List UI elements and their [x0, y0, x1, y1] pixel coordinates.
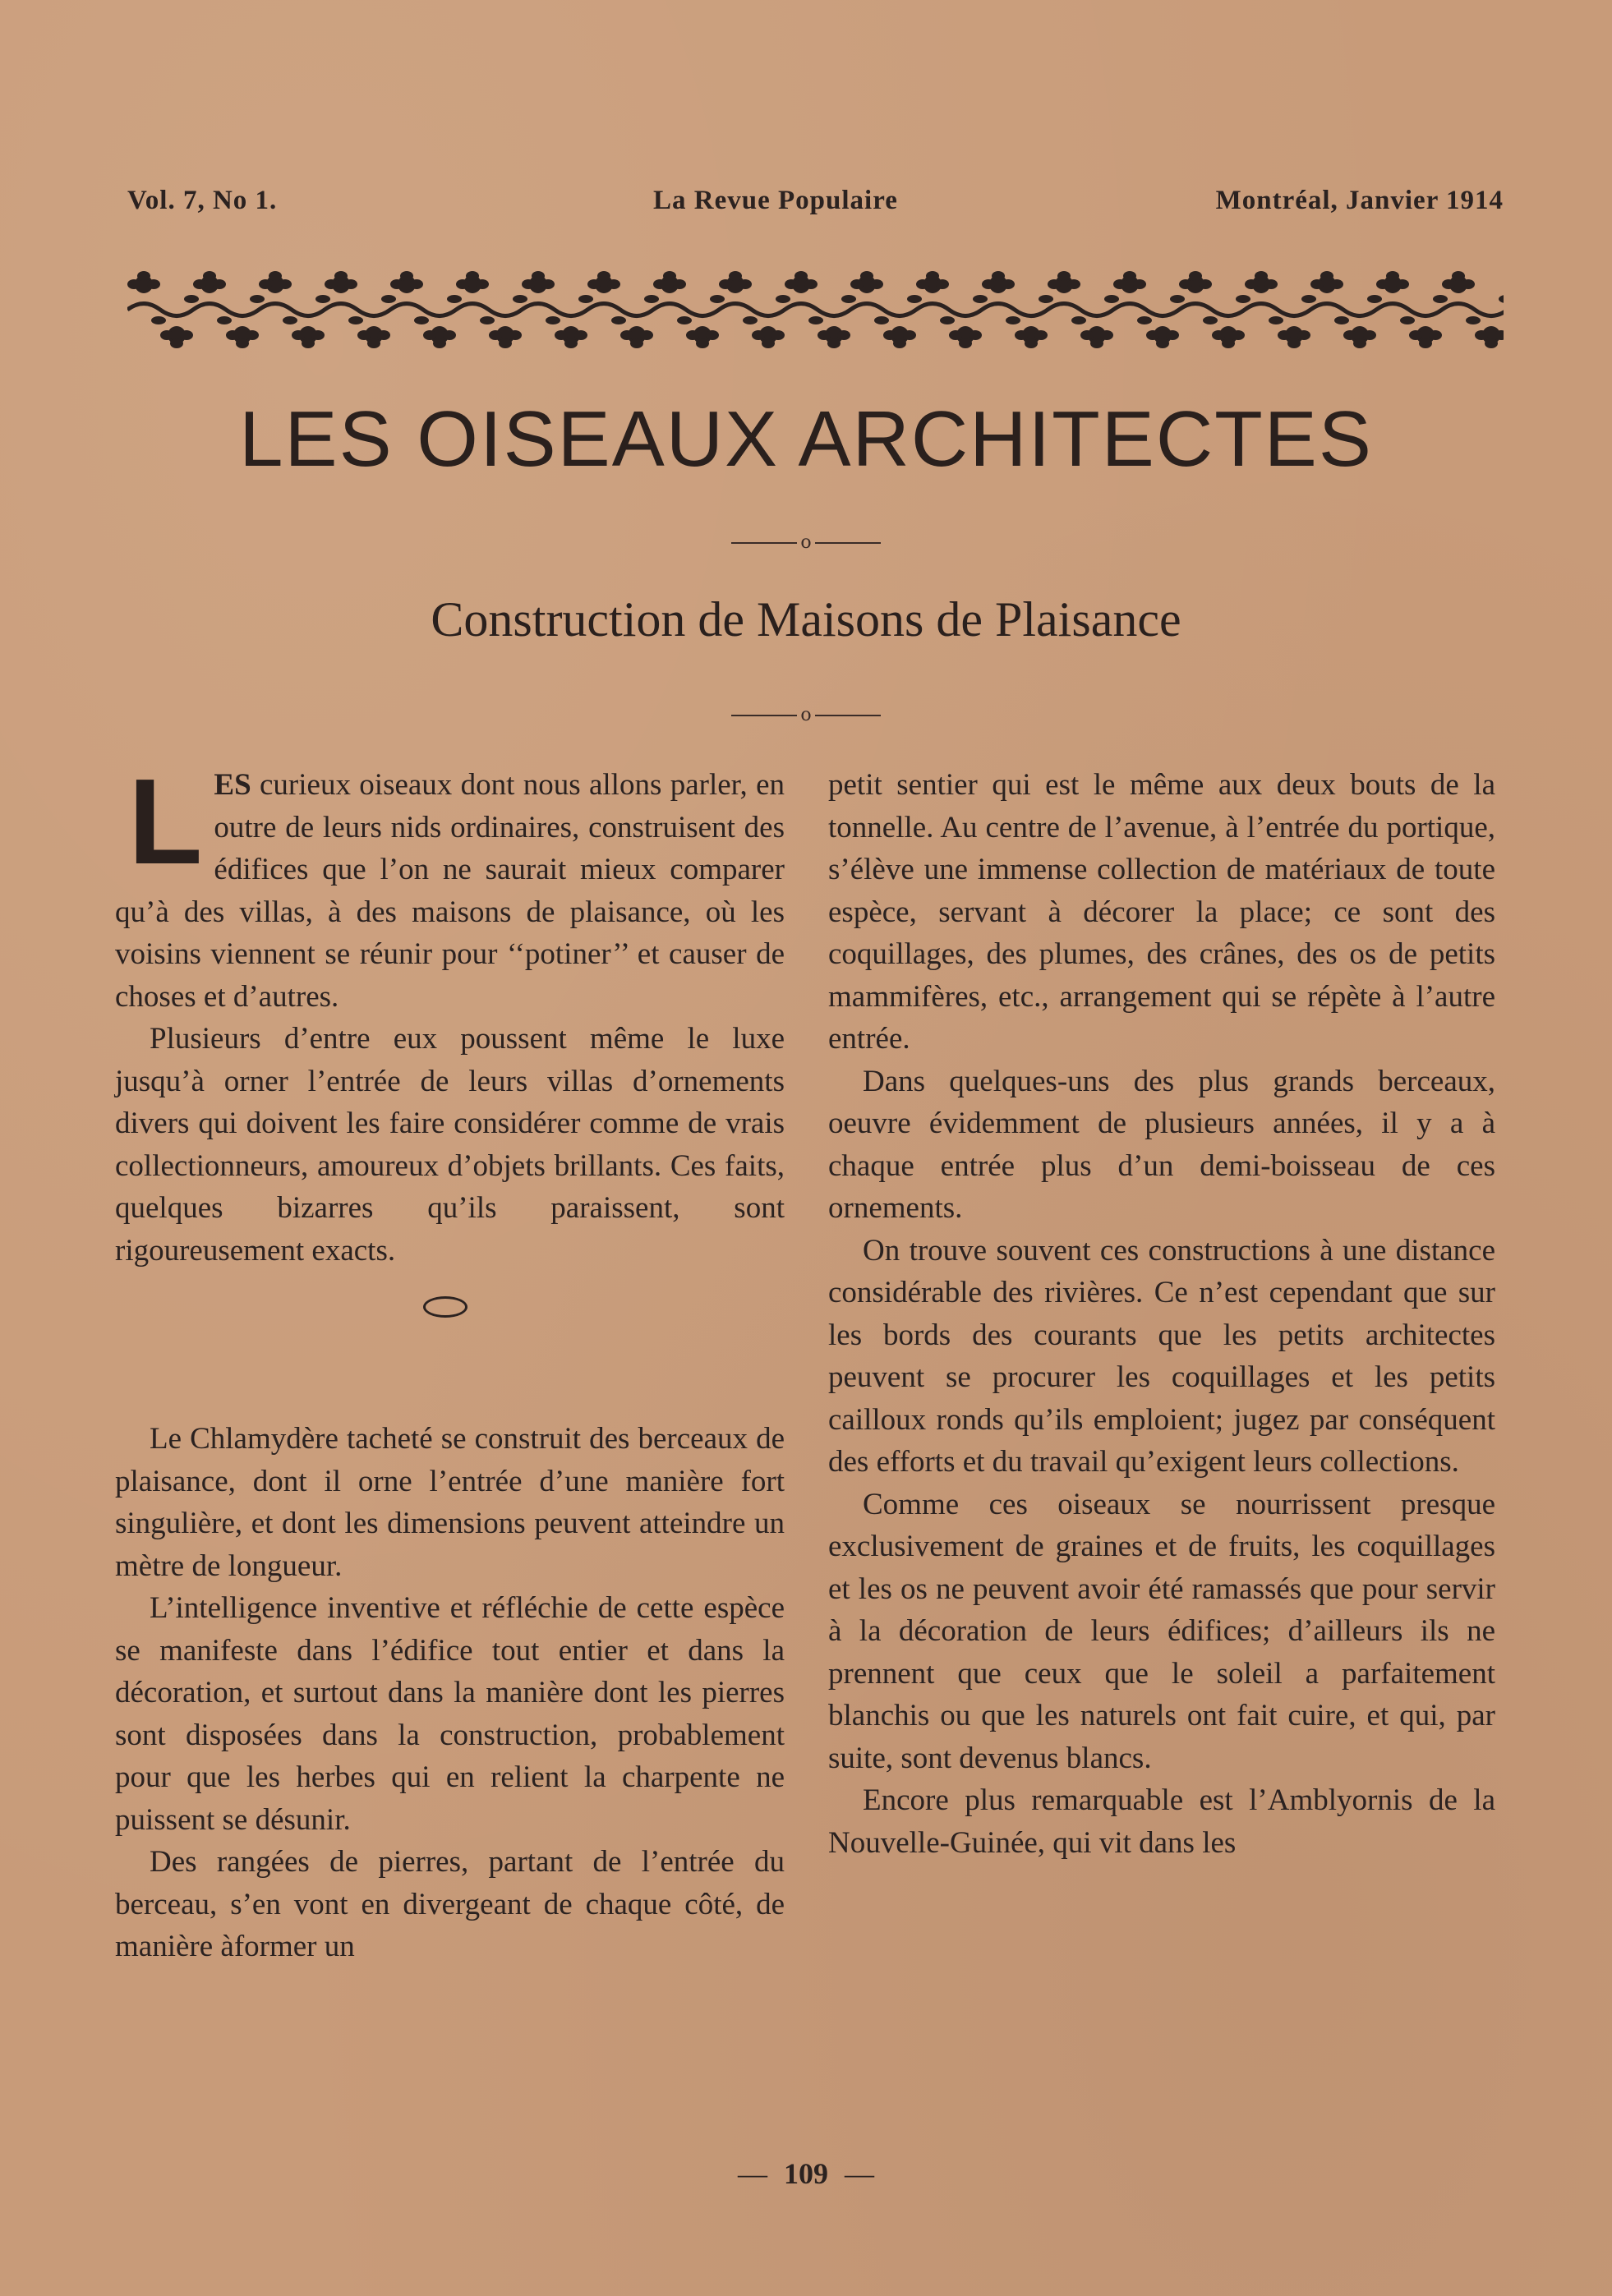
paragraph-intro	[115, 754, 785, 1018]
paragraph: Comme ces oiseaux se nourrissent presque exclusivement de graines et de fruits, les coquillages et les os ne peuvent avoir été ramassés que pour servir à la décoration de leurs édifices; d’ailleurs ils ne prennent que ceux que le soleil a parfaitement blanchis ou que les naturels ont fait cuire, et qui, par suite, sont devenus blancs.	[828, 1487, 1495, 1775]
paragraph: Encore plus remarquable est l’Amblyornis de la Nouvelle-Guinée, qui vit dans les	[828, 1783, 1495, 1860]
separator-bottom	[0, 702, 1612, 725]
running-header	[127, 186, 1504, 227]
oval-ornament-icon	[423, 1296, 467, 1318]
article-title: LES OISEAUX ARCHITECTES	[239, 395, 1373, 483]
paragraph: On trouve souvent ces constructions à une distance considérable des rivières. Ce n’est cependant que sur les bords des courants que les petits architectes peuvent se procurer les coquillages et les petits cailloux ronds qu’ils emploient; jugez par conséquent des efforts et du travail qu’exigent leurs collections.	[828, 1233, 1495, 1479]
footer-dash: —	[845, 2157, 874, 2190]
page-number: 109	[784, 2157, 828, 2190]
paragraph: petit sentier qui est le même aux deux bouts de la tonnelle. Au centre de l’avenue, à l’entrée du portique, s’élève une immense collection de matériaux de toute espèce, servant à décorer la place; ce sont des coquillages, des plumes, des crânes, des os de petits mammifères, etc., arrangement qui se répète à l’autre entrée.	[828, 768, 1495, 1056]
section-break	[115, 1272, 785, 1418]
paragraph: Le Chlamydère tacheté se construit des berceaux de plaisance, dont il orne l’entrée d’une manière fort singulière, et dont les dimensions peuvent atteindre un mètre de longueur.	[115, 1422, 785, 1583]
drop-cap: L	[128, 754, 203, 890]
separator-mark: o	[800, 532, 812, 553]
paragraph: Plusieurs d’entre eux poussent même le luxe jusqu’à orner l’entrée de leurs villas d’ornements divers qui doivent les faire considérer comme de vrais collectionneurs, amoureux d’objets brillants. Ces faits, quelques bizarres qu’ils paraissent, sont rigoureusement exacts.	[115, 1022, 785, 1268]
right-column	[828, 764, 1495, 1864]
separator-top	[0, 530, 1612, 553]
page-footer	[0, 2156, 1612, 2191]
place-date: Montréal, Janvier 1914	[1215, 186, 1504, 215]
article-subtitle: Construction de Maisons de Plaisance	[431, 592, 1181, 646]
paragraph: L’intelligence inventive et réfléchie de cette espèce se manifeste dans l’édifice tout entier et dans la décoration, et surtout dans la manière dont les pierres sont disposées dans la construction, probablement pour que les herbes qui en relient la charpente ne puissent se désunir.	[115, 1591, 785, 1837]
left-column	[115, 754, 785, 1968]
volume-number: Vol. 7, No 1.	[127, 186, 278, 215]
footer-dash: —	[738, 2157, 767, 2190]
separator-mark: o	[800, 705, 812, 725]
paragraph: Des rangées de pierres, partant de l’entrée du berceau, s’en vont en divergeant de chaque côté, de manière àformer un	[115, 1845, 785, 1963]
paragraph: Dans quelques-uns des plus grands berceaux, oeuvre évidemment de plusieurs années, il y a à chaque entrée plus d’un demi-boisseau de ces ornements.	[828, 1064, 1495, 1225]
intro-lead: ES	[214, 768, 251, 802]
publication-name: La Revue Populaire	[653, 186, 898, 215]
floral-vine-ornament-icon	[127, 265, 1504, 355]
intro-text: curieux oiseaux dont nous allons parler, en outre de leurs nids ordinaires, construisent des édifices que l’on ne saurait mieux comparer qu’à des villas, à des maisons de plaisance, où les voisins viennent se réunir pour ‘‘potiner’’ et causer de choses et d’autres.	[115, 768, 785, 1014]
